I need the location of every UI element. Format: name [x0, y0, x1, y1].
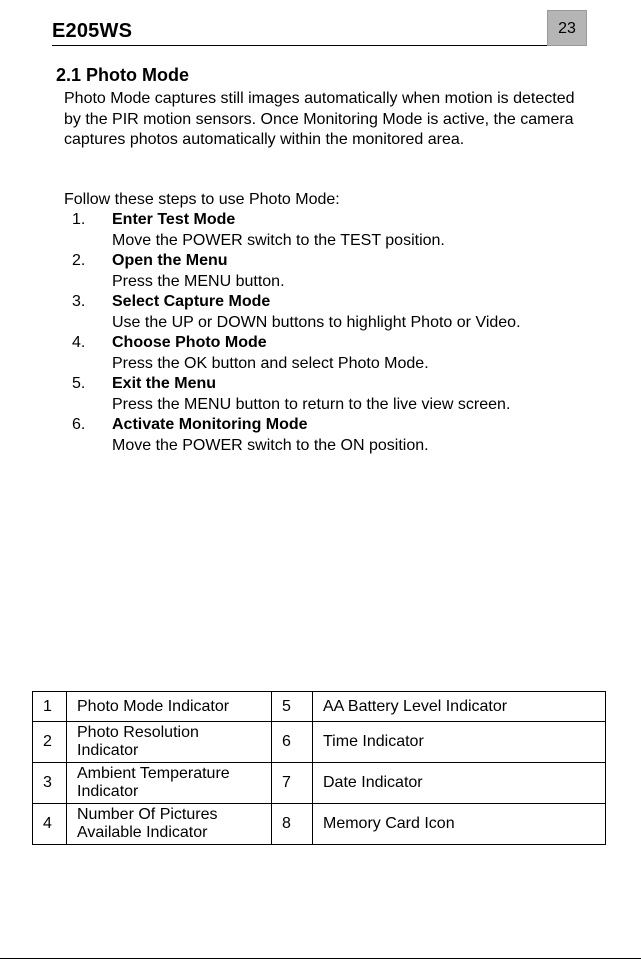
step-description: Press the OK button and select Photo Mode.	[112, 354, 429, 372]
steps-list	[64, 210, 584, 456]
step-number: 1.	[72, 211, 86, 228]
table-row	[33, 692, 606, 722]
step-title: Exit the Menu	[112, 375, 217, 392]
model-name: E205WS	[52, 20, 133, 42]
step-title: Enter Test Mode	[112, 211, 236, 228]
legend-label: Photo Mode Indicator	[67, 692, 272, 722]
step-number: 5.	[72, 375, 86, 392]
step-description: Move the POWER switch to the TEST position.	[112, 231, 445, 249]
legend-number: 6	[272, 722, 313, 763]
step-number: 3.	[72, 293, 86, 310]
legend-label: Number Of Pictures Available Indicator	[67, 804, 272, 845]
step-description: Press the MENU button.	[112, 272, 285, 290]
step-description: Move the POWER switch to the ON position.	[112, 436, 429, 454]
step-item	[64, 374, 584, 415]
step-title: Open the Menu	[112, 252, 228, 269]
step-title: Activate Monitoring Mode	[112, 416, 308, 433]
section-title: 2.1 Photo Mode	[56, 65, 190, 85]
step-number: 6.	[72, 416, 86, 433]
step-description: Use the UP or DOWN buttons to highlight Photo or Video.	[112, 313, 521, 331]
step-item	[64, 333, 584, 374]
intro-paragraph: Photo Mode captures still images automatically when motion is detected by the PIR motion sensors. Once Monitoring Mode is active, the camera captures photos automatically within the monitored area.	[64, 90, 575, 148]
step-title: Select Capture Mode	[112, 293, 271, 310]
step-item	[64, 415, 584, 456]
legend-number: 4	[33, 804, 67, 845]
legend-number: 3	[33, 763, 67, 804]
step-number: 2.	[72, 252, 86, 269]
steps-lead: Follow these steps to use Photo Mode:	[64, 191, 340, 208]
step-item	[64, 292, 584, 333]
table-row	[33, 763, 606, 804]
legend-number: 1	[33, 692, 67, 722]
legend-number: 8	[272, 804, 313, 845]
legend-number: 2	[33, 722, 67, 763]
step-description: Press the MENU button to return to the live view screen.	[112, 395, 511, 413]
footer-rule	[0, 958, 641, 959]
step-item	[64, 251, 584, 292]
legend-label: Memory Card Icon	[313, 804, 606, 845]
legend-label: Photo Resolution Indicator	[67, 722, 272, 763]
legend-label: Ambient Temperature Indicator	[67, 763, 272, 804]
indicator-legend-table	[32, 691, 606, 845]
table-row	[33, 722, 606, 763]
legend-number: 5	[272, 692, 313, 722]
header-rule	[52, 45, 587, 46]
page-number: 23	[547, 10, 587, 46]
step-number: 4.	[72, 334, 86, 351]
step-item	[64, 210, 584, 251]
step-title: Choose Photo Mode	[112, 334, 267, 351]
legend-label: Time Indicator	[313, 722, 606, 763]
legend-label: AA Battery Level Indicator	[313, 692, 606, 722]
legend-label: Date Indicator	[313, 763, 606, 804]
table-row	[33, 804, 606, 845]
legend-number: 7	[272, 763, 313, 804]
